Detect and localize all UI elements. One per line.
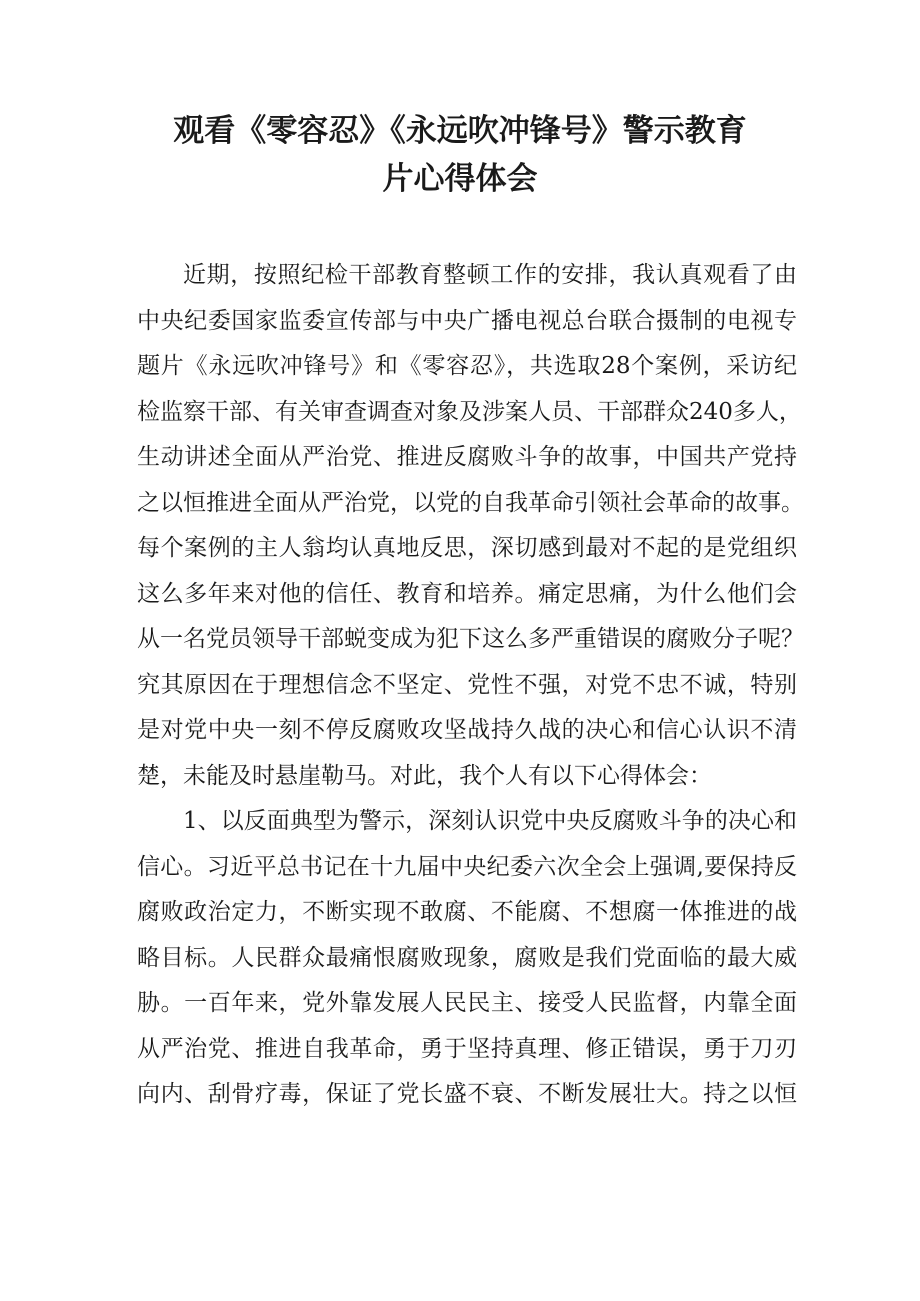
paragraph-2 [137,799,797,1118]
paragraph-line: 是对党中央一刻不停反腐败攻坚战持久战的决心和信心认识不清 [137,717,797,743]
paragraph-line: 略目标。人民群众最痛恨腐败现象，腐败是我们党面临的最大威 [137,944,797,971]
document-title-line-2: 片心得体会 [382,161,538,197]
paragraph-line: 胁。一百年来，党外靠发展人民民主、接受人民监督，内靠全面 [137,990,797,1016]
paragraph-line: 生动讲述全面从严治党、推进反腐败斗争的故事，中国共产党持 [137,444,797,470]
paragraph-line: 从一名党员领导干部蜕变成为犯下这么多严重错误的腐败分子呢？ [137,626,804,652]
paragraph-line: 腐败政治定力，不断实现不敢腐、不能腐、不想腐一体推进的战 [137,899,797,925]
paragraph-line: 检监察干部、有关审查调查对象及涉案人员、干部群众240多人， [137,398,802,425]
paragraph-line: 题片《永远吹冲锋号》和《零容忍》，共选取28个案例，采访纪 [137,353,797,379]
paragraph-line: 每个案例的主人翁均认真地反思，深切感到最对不起的是党组织 [137,535,797,561]
paragraph-line: 这么多年来对他的信任、教育和培养。痛定思痛，为什么他们会 [137,580,797,607]
document-title-line-1: 观看《零容忍》《永远吹冲锋号》警示教育 [173,113,747,149]
paragraph-line: 究其原因在于理想信念不坚定、党性不强，对党不忠不诚，特别 [137,671,797,698]
document-body [137,253,804,1118]
paragraph-line: 之以恒推进全面从严治党，以党的自我革命引领社会革命的故事。 [137,489,804,516]
paragraph-line: 信心。习近平总书记在十九届中央纪委六次全会上强调,要保持反 [137,853,797,880]
paragraph-line: 1、以反面典型为警示，深刻认识党中央反腐败斗争的决心和 [183,808,797,834]
paragraph-line: 中央纪委国家监委宣传部与中央广播电视总台联合摄制的电视专 [137,307,797,334]
paragraph-line: 楚，未能及时悬崖勒马。对此，我个人有以下心得体会： [137,762,712,789]
paragraph-line: 向内、刮骨疗毒，保证了党长盛不衰、不断发展壮大。持之以恒 [137,1081,797,1107]
paragraph-line: 从严治党、推进自我革命，勇于坚持真理、修正错误，勇于刀刃 [137,1035,797,1062]
paragraph-1 [137,253,804,799]
paragraph-line: 近期，按照纪检干部教育整顿工作的安排，我认真观看了由 [183,262,797,288]
